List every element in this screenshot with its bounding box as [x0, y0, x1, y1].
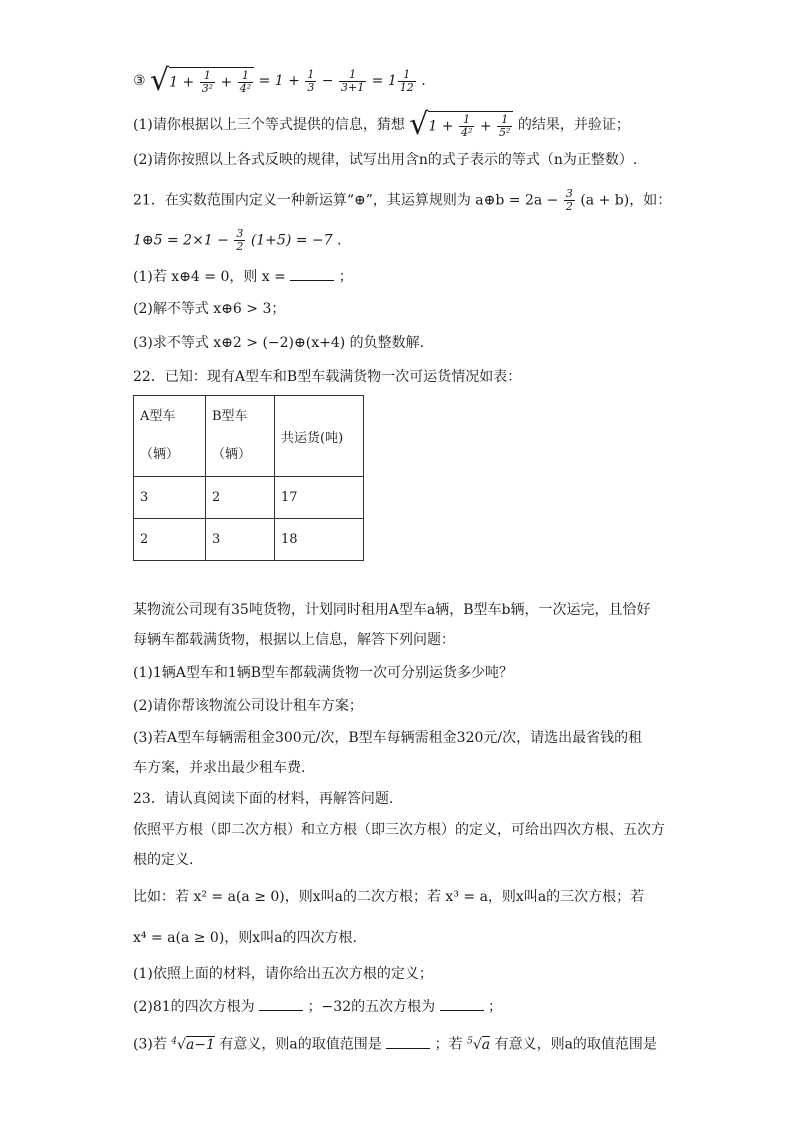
- answer-blank[interactable]: [290, 266, 334, 281]
- item-marker: ③: [133, 73, 146, 89]
- problem-22-q1: (1)1辆A型车和1辆B型车都载满货物一次可分别运货多少吨？: [133, 665, 514, 681]
- problem-21-q1: (1)若 x⊕4 = 0，则 x = ；: [133, 266, 353, 287]
- sqrt-expression: √1 + $\frac{1}{\text{4²}}$ + $\frac{1}{\text{5²}}$: [409, 110, 513, 140]
- problem-23-ex1: 比如：若 x² = a(a ≥ 0)，则x叫a的二次方根；若 x³ = a，则x叫a的三次方根；若: [133, 889, 645, 905]
- sqrt-expression: √1 + $\frac{1}{\text{3²}}$ + $\frac{1}{\text{4²}}$: [150, 66, 254, 96]
- header-total: 共运货(吨): [275, 396, 364, 477]
- freight-table: [133, 395, 364, 561]
- table-row: 3 2 17: [134, 477, 364, 519]
- problem-23-q1: (1)依照上面的材料，请你给出五次方根的定义；: [133, 966, 433, 982]
- header-a-car: A型车 （辆）: [134, 396, 206, 477]
- equation-rhs: = 1 +: [258, 73, 305, 89]
- problem-22-intro: 22．已知：现有A型车和B型车载满货物一次可运货情况如表：: [133, 369, 522, 385]
- problem-23-text2: 根的定义.: [133, 852, 194, 868]
- fifth-root-expression: $^5$√a: [467, 1036, 491, 1053]
- table-row: 2 3 18: [134, 519, 364, 561]
- problem-21-q3: (3)求不等式 x⊕2 > (−2)⊕(x+4) 的负整数解.: [133, 335, 425, 351]
- problem-23-intro: 23．请认真阅读下面的材料，再解答问题.: [133, 791, 394, 807]
- question-1: (1)请你根据以上三个等式提供的信息，猜想 √1 + $\frac{1}{\text{4²}}$ + $\frac{1}{\text{5²}}$ 的结果，并验证；: [133, 107, 630, 142]
- problem-21-example: 1⊕5 = 2×1 − $\frac{3}{2}$ (1+5) = −7 .: [133, 227, 342, 253]
- equation-3: ③ √1 + $\frac{1}{\text{3²}}$ + $\frac{1}{\text{4²}}$ = 1 + $\frac{1}{3}$ − $\frac{1}{3+1}$ = 1 $\frac{1}{12}$ .: [133, 63, 426, 98]
- problem-23-ex2: x⁴ = a(a ≥ 0)，则x叫a的四次方根.: [133, 930, 357, 946]
- problem-22-q3b: 车方案，并求出最少租车费.: [133, 760, 306, 776]
- problem-21-q2: (2)解不等式 x⊕6 > 3；: [133, 301, 286, 317]
- problem-23-q3: (3)若 $^4$√a−1 有意义，则a的取值范围是 ；若 $^5$√a 有意义，则a的取值范围是: [133, 1031, 657, 1055]
- answer-blank[interactable]: [386, 1034, 430, 1049]
- header-b-car: B型车 （辆）: [206, 396, 275, 477]
- fourth-root-expression: $^4$√a−1: [171, 1036, 215, 1053]
- problem-22-q3a: (3)若A型车每辆需租金300元/次，B型车每辆需租金320元/次，请选出最省钱的租: [133, 730, 643, 746]
- problem-23-text1: 依照平方根（即二次方根）和立方根（即三次方根）的定义，可给出四次方根、五次方: [133, 822, 665, 838]
- answer-blank[interactable]: [440, 996, 484, 1011]
- question-2: (2)请你按照以上各式反映的规律，试写出用含n的式子表示的等式（n为正整数）.: [133, 152, 638, 168]
- answer-blank[interactable]: [259, 996, 303, 1011]
- problem-22-text2: 每辆车都载满货物，根据以上信息，解答下列问题：: [133, 632, 455, 648]
- problem-22-q2: (2)请你帮该物流公司设计租车方案；: [133, 698, 363, 714]
- problem-23-q2: (2)81的四次方根为 ；−32的五次方根为 ；: [133, 996, 502, 1017]
- problem-21-intro: 21．在实数范围内定义一种新运算“⊕”，其运算规则为 a⊕b = 2a − $\frac{3}{2}$ (a + b)，如：: [133, 187, 672, 213]
- problem-22-text1: 某物流公司现有35吨货物，计划同时租用A型车a辆，B型车b辆，一次运完，且恰好: [133, 602, 651, 618]
